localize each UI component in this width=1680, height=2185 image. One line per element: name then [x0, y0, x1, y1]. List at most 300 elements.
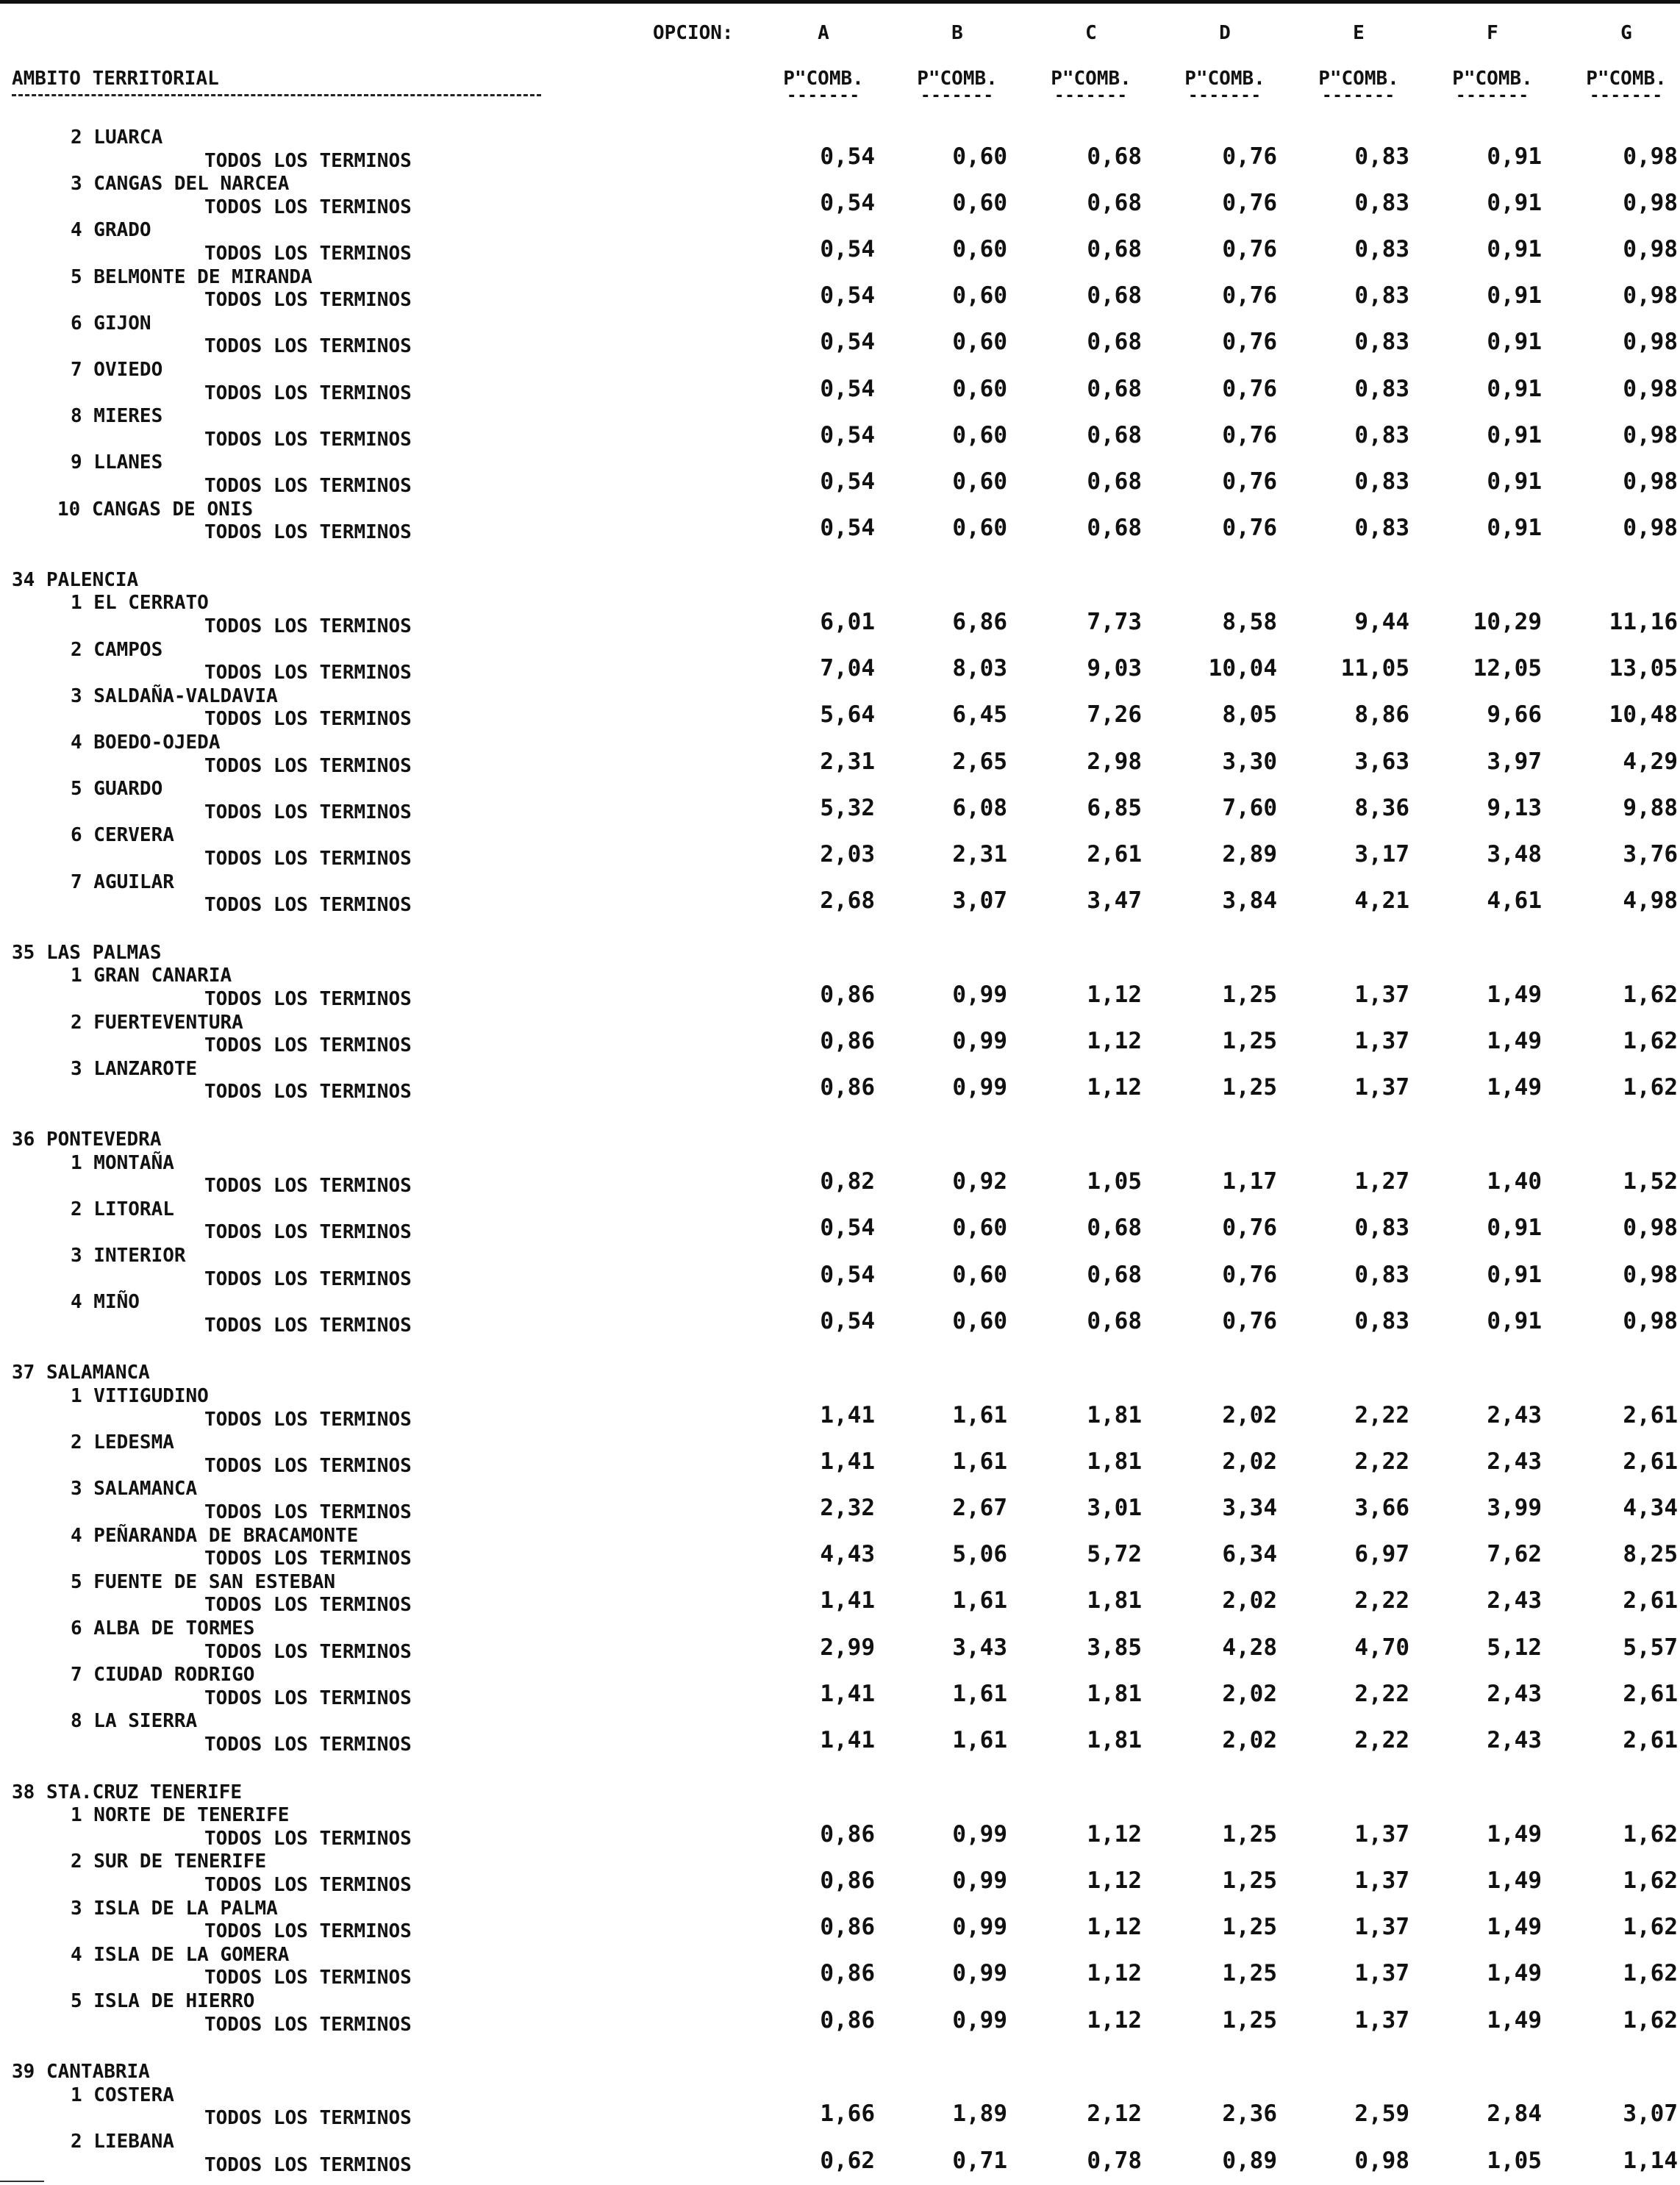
value-cell: 0,86 — [820, 2006, 875, 2034]
comarca-name: 2 CAMPOS — [71, 638, 163, 661]
value-cell: 3,43 — [952, 1634, 1007, 1661]
comarca-name: 6 CERVERA — [71, 824, 174, 847]
value-cell: 4,98 — [1623, 887, 1678, 915]
comarca-name: 4 MIÑO — [71, 1291, 140, 1314]
value-cell: 1,49 — [1487, 981, 1542, 1008]
value-cell: 0,98 — [1623, 468, 1678, 495]
terminos-label: TODOS LOS TERMINOS — [204, 662, 412, 684]
value-cell: 1,05 — [1487, 2147, 1542, 2174]
value-cell: 1,12 — [1087, 1028, 1142, 1055]
value-cell: 1,25 — [1222, 1960, 1277, 1987]
value-cell: 2,43 — [1487, 1401, 1542, 1428]
column-underline: ------- — [1054, 87, 1128, 105]
value-cell: 7,60 — [1222, 794, 1277, 821]
value-cell: 0,98 — [1623, 189, 1678, 216]
column-subheader: P"COMB. — [1051, 68, 1132, 90]
value-cell: 0,86 — [820, 1960, 875, 1987]
value-cell: 2,02 — [1222, 1448, 1277, 1475]
column-underline: ------- — [921, 87, 994, 105]
value-cell: 0,91 — [1487, 236, 1542, 262]
value-cell: 3,66 — [1354, 1495, 1409, 1521]
value-cell: 2,43 — [1487, 1680, 1542, 1707]
value-cell: 1,17 — [1222, 1168, 1277, 1195]
value-cell: 1,62 — [1623, 1960, 1678, 1987]
comarca-name: 2 FUERTEVENTURA — [71, 1011, 243, 1034]
value-cell: 2,59 — [1354, 2100, 1409, 2128]
value-cell: 9,13 — [1487, 794, 1542, 821]
province-heading: 35 LAS PALMAS — [12, 941, 162, 964]
value-cell: 0,91 — [1487, 375, 1542, 402]
value-cell: 1,62 — [1623, 1074, 1678, 1101]
value-cell: 1,37 — [1354, 2006, 1409, 2034]
value-cell: 1,66 — [820, 2100, 875, 2128]
value-cell: 0,99 — [952, 1820, 1007, 1848]
value-cell: 0,86 — [820, 1028, 875, 1055]
value-cell: 7,26 — [1087, 701, 1142, 729]
comarca-name: 9 LLANES — [71, 451, 163, 474]
value-cell: 1,62 — [1623, 1028, 1678, 1055]
value-cell: 3,07 — [952, 887, 1007, 915]
terminos-label: TODOS LOS TERMINOS — [204, 1454, 412, 1477]
value-cell: 0,83 — [1354, 1215, 1409, 1242]
value-cell: 0,83 — [1354, 1307, 1409, 1334]
value-cell: 2,02 — [1222, 1727, 1277, 1753]
value-cell: 2,84 — [1487, 2100, 1542, 2128]
value-cell: 1,61 — [952, 1587, 1007, 1614]
column-id-c: C — [1085, 22, 1097, 44]
value-cell: 1,37 — [1354, 1820, 1409, 1848]
value-cell: 2,22 — [1354, 1401, 1409, 1428]
value-cell: 0,98 — [1623, 1307, 1678, 1334]
value-cell: 0,83 — [1354, 282, 1409, 310]
value-cell: 3,01 — [1087, 1495, 1142, 1521]
terminos-label: TODOS LOS TERMINOS — [204, 754, 412, 777]
terminos-label: TODOS LOS TERMINOS — [204, 1267, 412, 1290]
value-cell: 0,71 — [952, 2147, 1007, 2174]
value-cell: 2,61 — [1623, 1727, 1678, 1753]
value-cell: 1,49 — [1487, 1914, 1542, 1941]
value-cell: 8,03 — [952, 655, 1007, 682]
value-cell: 0,54 — [820, 1261, 875, 1288]
comarca-name: 2 SUR DE TENERIFE — [71, 1850, 267, 1873]
value-cell: 4,21 — [1354, 887, 1409, 915]
value-cell: 6,45 — [952, 701, 1007, 729]
value-cell: 0,68 — [1087, 1261, 1142, 1288]
value-cell: 1,41 — [820, 1587, 875, 1614]
value-cell: 0,60 — [952, 375, 1007, 402]
value-cell: 0,62 — [820, 2147, 875, 2174]
comarca-name: 5 ISLA DE HIERRO — [71, 1990, 255, 2012]
value-cell: 2,61 — [1623, 1587, 1678, 1614]
comarca-name: 3 CANGAS DEL NARCEA — [71, 173, 290, 196]
value-cell: 0,54 — [820, 421, 875, 448]
value-cell: 0,60 — [952, 329, 1007, 356]
value-cell: 1,12 — [1087, 1867, 1142, 1894]
value-cell: 0,76 — [1222, 421, 1277, 448]
value-cell: 0,68 — [1087, 1307, 1142, 1334]
value-cell: 1,37 — [1354, 1960, 1409, 1987]
value-cell: 2,02 — [1222, 1587, 1277, 1614]
terminos-label: TODOS LOS TERMINOS — [204, 1594, 412, 1617]
comarca-name: 2 LEDESMA — [71, 1431, 174, 1454]
value-cell: 2,43 — [1487, 1587, 1542, 1614]
value-cell: 1,12 — [1087, 1914, 1142, 1941]
comarca-name: 3 LANZAROTE — [71, 1057, 198, 1080]
value-cell: 6,86 — [952, 609, 1007, 635]
value-cell: 0,68 — [1087, 236, 1142, 262]
value-cell: 1,62 — [1623, 1820, 1678, 1848]
value-cell: 10,29 — [1473, 609, 1542, 635]
value-cell: 0,92 — [952, 1168, 1007, 1195]
value-cell: 0,60 — [952, 282, 1007, 310]
value-cell: 0,86 — [820, 1914, 875, 1941]
value-cell: 2,89 — [1222, 841, 1277, 868]
value-cell: 2,32 — [820, 1495, 875, 1521]
value-cell: 0,54 — [820, 329, 875, 356]
value-cell: 0,91 — [1487, 1307, 1542, 1334]
value-cell: 0,86 — [820, 1074, 875, 1101]
comarca-name: 1 VITIGUDINO — [71, 1385, 209, 1407]
value-cell: 0,99 — [952, 1867, 1007, 1894]
value-cell: 7,73 — [1087, 609, 1142, 635]
value-cell: 1,52 — [1623, 1168, 1678, 1195]
value-cell: 1,41 — [820, 1448, 875, 1475]
value-cell: 1,49 — [1487, 1960, 1542, 1987]
value-cell: 1,61 — [952, 1401, 1007, 1428]
value-cell: 5,32 — [820, 794, 875, 821]
value-cell: 10,04 — [1208, 655, 1277, 682]
value-cell: 0,76 — [1222, 282, 1277, 310]
value-cell: 4,70 — [1354, 1634, 1409, 1661]
column-id-b: B — [951, 22, 963, 44]
value-cell: 11,16 — [1609, 609, 1678, 635]
value-cell: 1,37 — [1354, 1914, 1409, 1941]
value-cell: 9,66 — [1487, 701, 1542, 729]
value-cell: 0,68 — [1087, 421, 1142, 448]
value-cell: 0,54 — [820, 515, 875, 542]
value-cell: 2,12 — [1087, 2100, 1142, 2128]
terminos-label: TODOS LOS TERMINOS — [204, 521, 412, 544]
value-cell: 2,03 — [820, 841, 875, 868]
value-cell: 9,03 — [1087, 655, 1142, 682]
value-cell: 2,61 — [1623, 1448, 1678, 1475]
value-cell: 8,36 — [1354, 794, 1409, 821]
value-cell: 1,12 — [1087, 981, 1142, 1008]
comarca-name: 3 SALDAÑA-VALDAVIA — [71, 684, 278, 707]
comarca-name: 4 ISLA DE LA GOMERA — [71, 1943, 290, 1966]
value-cell: 3,97 — [1487, 748, 1542, 775]
value-cell: 1,25 — [1222, 1028, 1277, 1055]
value-cell: 0,98 — [1623, 282, 1678, 310]
value-cell: 3,07 — [1623, 2100, 1678, 2128]
column-underline: ------- — [1590, 87, 1663, 105]
value-cell: 2,99 — [820, 1634, 875, 1661]
comarca-name: 10 CANGAS DE ONIS — [57, 498, 254, 521]
value-cell: 1,81 — [1087, 1680, 1142, 1707]
value-cell: 0,68 — [1087, 515, 1142, 542]
value-cell: 2,22 — [1354, 1680, 1409, 1707]
terminos-label: TODOS LOS TERMINOS — [204, 1501, 412, 1523]
value-cell: 1,81 — [1087, 1448, 1142, 1475]
comarca-name: 5 FUENTE DE SAN ESTEBAN — [71, 1570, 336, 1593]
value-cell: 0,68 — [1087, 189, 1142, 216]
terminos-label: TODOS LOS TERMINOS — [204, 988, 412, 1010]
comarca-name: 4 PEÑARANDA DE BRACAMONTE — [71, 1524, 359, 1547]
value-cell: 0,91 — [1487, 329, 1542, 356]
terminos-label: TODOS LOS TERMINOS — [204, 1175, 412, 1198]
value-cell: 0,83 — [1354, 421, 1409, 448]
value-cell: 0,99 — [952, 1914, 1007, 1941]
value-cell: 10,48 — [1609, 701, 1678, 729]
value-cell: 0,60 — [952, 468, 1007, 495]
comarca-name: 6 ALBA DE TORMES — [71, 1617, 255, 1639]
terminos-label: TODOS LOS TERMINOS — [204, 2013, 412, 2036]
value-cell: 0,76 — [1222, 1307, 1277, 1334]
terminos-label: TODOS LOS TERMINOS — [204, 1874, 412, 1896]
comarca-name: 1 EL CERRATO — [71, 592, 209, 615]
comarca-name: 2 LITORAL — [71, 1198, 174, 1220]
value-cell: 2,31 — [820, 748, 875, 775]
value-cell: 7,62 — [1487, 1541, 1542, 1568]
column-subheader: P"COMB. — [1184, 68, 1265, 90]
terminos-label: TODOS LOS TERMINOS — [204, 1920, 412, 1943]
value-cell: 5,72 — [1087, 1541, 1142, 1568]
terminos-label: TODOS LOS TERMINOS — [204, 1827, 412, 1850]
value-cell: 0,60 — [952, 1261, 1007, 1288]
comarca-name: 7 AGUILAR — [71, 870, 174, 893]
value-cell: 3,48 — [1487, 841, 1542, 868]
column-id-e: E — [1353, 22, 1365, 44]
comarca-name: 1 GRAN CANARIA — [71, 965, 232, 987]
value-cell: 1,40 — [1487, 1168, 1542, 1195]
value-cell: 9,44 — [1354, 609, 1409, 635]
value-cell: 1,49 — [1487, 2006, 1542, 2034]
comarca-name: 4 BOEDO-OJEDA — [71, 732, 221, 754]
terminos-label: TODOS LOS TERMINOS — [204, 1687, 412, 1709]
value-cell: 0,76 — [1222, 1215, 1277, 1242]
value-cell: 0,86 — [820, 1867, 875, 1894]
value-cell: 1,25 — [1222, 1914, 1277, 1941]
value-cell: 2,67 — [952, 1495, 1007, 1521]
value-cell: 0,54 — [820, 468, 875, 495]
value-cell: 4,34 — [1623, 1495, 1678, 1521]
value-cell: 3,47 — [1087, 887, 1142, 915]
comarca-name: 8 LA SIERRA — [71, 1710, 198, 1733]
terminos-label: TODOS LOS TERMINOS — [204, 289, 412, 312]
terminos-label: TODOS LOS TERMINOS — [204, 1408, 412, 1431]
value-cell: 1,37 — [1354, 1867, 1409, 1894]
comarca-name: 7 OVIEDO — [71, 359, 163, 381]
value-cell: 0,99 — [952, 981, 1007, 1008]
value-cell: 0,83 — [1354, 143, 1409, 170]
value-cell: 8,25 — [1623, 1541, 1678, 1568]
value-cell: 0,68 — [1087, 329, 1142, 356]
value-cell: 0,76 — [1222, 236, 1277, 262]
value-cell: 2,61 — [1623, 1680, 1678, 1707]
column-subheader: P"COMB. — [1586, 68, 1667, 90]
value-cell: 0,60 — [952, 236, 1007, 262]
value-cell: 0,98 — [1623, 421, 1678, 448]
value-cell: 1,49 — [1487, 1820, 1542, 1848]
value-cell: 0,54 — [820, 236, 875, 262]
value-cell: 5,57 — [1623, 1634, 1678, 1661]
value-cell: 0,60 — [952, 515, 1007, 542]
value-cell: 1,41 — [820, 1727, 875, 1753]
value-cell: 5,64 — [820, 701, 875, 729]
value-cell: 2,43 — [1487, 1727, 1542, 1753]
column-subheader: P"COMB. — [1318, 68, 1399, 90]
value-cell: 0,91 — [1487, 468, 1542, 495]
column-underline: ------- — [1322, 87, 1395, 105]
province-heading: 39 CANTABRIA — [12, 2061, 150, 2084]
value-cell: 8,58 — [1222, 609, 1277, 635]
value-cell: 1,41 — [820, 1680, 875, 1707]
value-cell: 9,88 — [1623, 794, 1678, 821]
comarca-name: 3 SALAMANCA — [71, 1478, 198, 1501]
comarca-name: 8 MIERES — [71, 405, 163, 428]
value-cell: 0,99 — [952, 1028, 1007, 1055]
value-cell: 0,91 — [1487, 421, 1542, 448]
comarca-name: 3 INTERIOR — [71, 1245, 186, 1267]
value-cell: 1,12 — [1087, 2006, 1142, 2034]
value-cell: 0,91 — [1487, 189, 1542, 216]
value-cell: 2,68 — [820, 887, 875, 915]
value-cell: 0,60 — [952, 143, 1007, 170]
value-cell: 0,54 — [820, 1307, 875, 1334]
column-underline: ------- — [1456, 87, 1529, 105]
terminos-label: TODOS LOS TERMINOS — [204, 801, 412, 823]
value-cell: 3,76 — [1623, 841, 1678, 868]
value-cell: 2,31 — [952, 841, 1007, 868]
column-subheader: P"COMB. — [1452, 68, 1533, 90]
value-cell: 6,34 — [1222, 1541, 1277, 1568]
value-cell: 1,81 — [1087, 1401, 1142, 1428]
value-cell: 0,98 — [1354, 2147, 1409, 2174]
value-cell: 1,37 — [1354, 981, 1409, 1008]
value-cell: 0,60 — [952, 421, 1007, 448]
value-cell: 1,49 — [1487, 1074, 1542, 1101]
bottom-mark — [0, 2181, 44, 2182]
value-cell: 1,41 — [820, 1401, 875, 1428]
value-cell: 6,08 — [952, 794, 1007, 821]
value-cell: 11,05 — [1340, 655, 1409, 682]
value-cell: 1,81 — [1087, 1587, 1142, 1614]
terminos-label: TODOS LOS TERMINOS — [204, 1034, 412, 1057]
terminos-label: TODOS LOS TERMINOS — [204, 708, 412, 731]
value-cell: 1,25 — [1222, 1867, 1277, 1894]
value-cell: 5,06 — [952, 1541, 1007, 1568]
value-cell: 2,43 — [1487, 1448, 1542, 1475]
value-cell: 0,60 — [952, 189, 1007, 216]
value-cell: 0,98 — [1623, 1215, 1678, 1242]
value-cell: 2,22 — [1354, 1448, 1409, 1475]
terminos-label: TODOS LOS TERMINOS — [204, 1734, 412, 1756]
value-cell: 1,61 — [952, 1448, 1007, 1475]
value-cell: 0,68 — [1087, 375, 1142, 402]
value-cell: 0,60 — [952, 1307, 1007, 1334]
value-cell: 1,61 — [952, 1680, 1007, 1707]
value-cell: 1,25 — [1222, 1820, 1277, 1848]
value-cell: 0,54 — [820, 375, 875, 402]
value-cell: 3,30 — [1222, 748, 1277, 775]
terminos-label: TODOS LOS TERMINOS — [204, 1221, 412, 1244]
value-cell: 0,98 — [1623, 1261, 1678, 1288]
value-cell: 6,85 — [1087, 794, 1142, 821]
terminos-label: TODOS LOS TERMINOS — [204, 2107, 412, 2130]
value-cell: 0,76 — [1222, 143, 1277, 170]
comarca-name: 5 BELMONTE DE MIRANDA — [71, 265, 312, 288]
value-cell: 2,98 — [1087, 748, 1142, 775]
value-cell: 6,01 — [820, 609, 875, 635]
ambito-territorial-label: AMBITO TERRITORIAL — [12, 68, 219, 90]
value-cell: 1,25 — [1222, 981, 1277, 1008]
value-cell: 1,14 — [1623, 2147, 1678, 2174]
terminos-label: TODOS LOS TERMINOS — [204, 2153, 412, 2176]
column-subheader: P"COMB. — [783, 68, 864, 90]
value-cell: 1,27 — [1354, 1168, 1409, 1195]
value-cell: 0,83 — [1354, 329, 1409, 356]
column-underline: ------- — [1188, 87, 1262, 105]
value-cell: 0,98 — [1623, 143, 1678, 170]
value-cell: 8,86 — [1354, 701, 1409, 729]
value-cell: 1,62 — [1623, 1867, 1678, 1894]
value-cell: 2,22 — [1354, 1727, 1409, 1753]
value-cell: 0,91 — [1487, 1215, 1542, 1242]
value-cell: 12,05 — [1473, 655, 1542, 682]
value-cell: 8,05 — [1222, 701, 1277, 729]
comarca-name: 1 COSTERA — [71, 2084, 174, 2106]
value-cell: 0,54 — [820, 143, 875, 170]
comarca-name: 7 CIUDAD RODRIGO — [71, 1664, 255, 1687]
value-cell: 1,49 — [1487, 1867, 1542, 1894]
value-cell: 1,37 — [1354, 1028, 1409, 1055]
value-cell: 1,12 — [1087, 1074, 1142, 1101]
value-cell: 5,12 — [1487, 1634, 1542, 1661]
value-cell: 2,02 — [1222, 1680, 1277, 1707]
value-cell: 13,05 — [1609, 655, 1678, 682]
value-cell: 1,05 — [1087, 1168, 1142, 1195]
terminos-label: TODOS LOS TERMINOS — [204, 149, 412, 172]
comarca-name: 3 ISLA DE LA PALMA — [71, 1897, 278, 1920]
value-cell: 6,97 — [1354, 1541, 1409, 1568]
value-cell: 0,83 — [1354, 468, 1409, 495]
value-cell: 0,68 — [1087, 468, 1142, 495]
value-cell: 2,61 — [1623, 1401, 1678, 1428]
value-cell: 1,89 — [952, 2100, 1007, 2128]
column-id-g: G — [1620, 22, 1632, 44]
value-cell: 0,83 — [1354, 515, 1409, 542]
value-cell: 3,84 — [1222, 887, 1277, 915]
value-cell: 0,76 — [1222, 329, 1277, 356]
value-cell: 3,85 — [1087, 1634, 1142, 1661]
value-cell: 3,99 — [1487, 1495, 1542, 1521]
value-cell: 1,25 — [1222, 2006, 1277, 2034]
value-cell: 1,62 — [1623, 981, 1678, 1008]
value-cell: 0,76 — [1222, 1261, 1277, 1288]
value-cell: 0,91 — [1487, 282, 1542, 310]
value-cell: 0,68 — [1087, 1215, 1142, 1242]
value-cell: 1,12 — [1087, 1960, 1142, 1987]
value-cell: 1,49 — [1487, 1028, 1542, 1055]
terminos-label: TODOS LOS TERMINOS — [204, 1081, 412, 1104]
value-cell: 1,62 — [1623, 2006, 1678, 2034]
value-cell: 0,99 — [952, 1960, 1007, 1987]
value-cell: 0,54 — [820, 189, 875, 216]
terminos-label: TODOS LOS TERMINOS — [204, 196, 412, 218]
comarca-name: 1 NORTE DE TENERIFE — [71, 1804, 290, 1827]
value-cell: 0,98 — [1623, 375, 1678, 402]
value-cell: 0,76 — [1222, 375, 1277, 402]
